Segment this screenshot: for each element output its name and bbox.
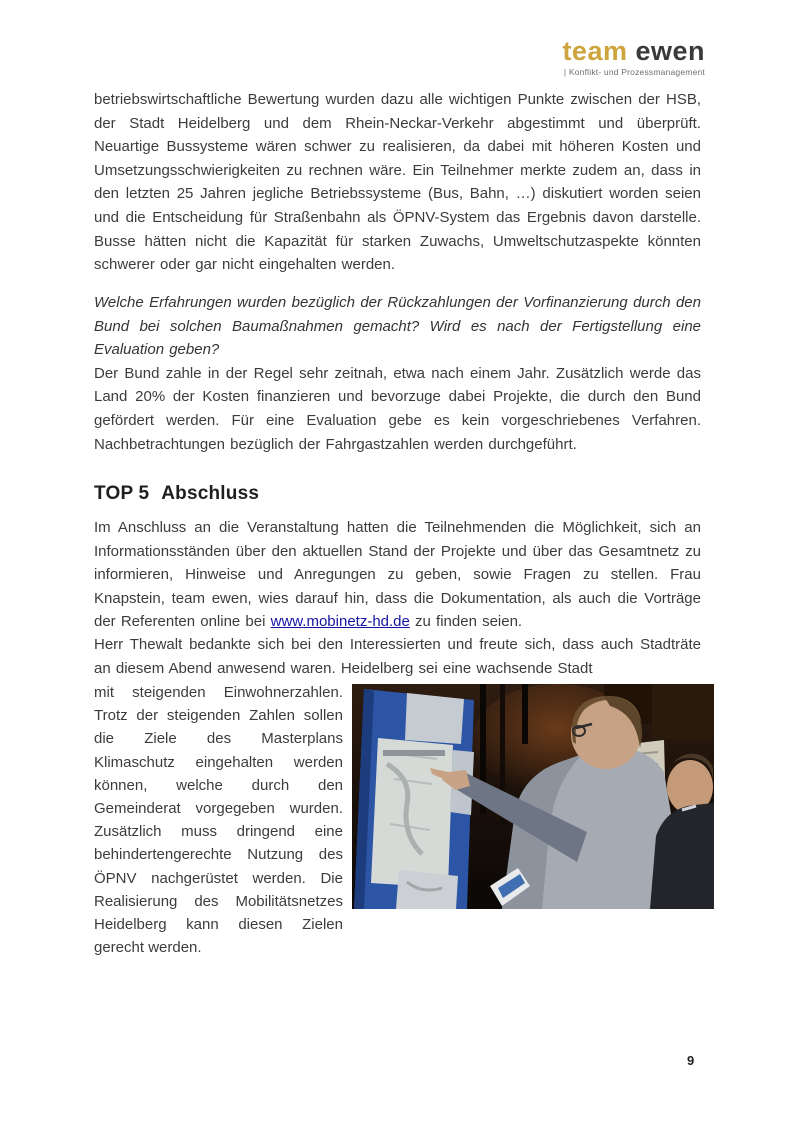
logo-wordmark — [562, 38, 705, 65]
answer-paragraph: Der Bund zahle in der Regel sehr zeitnah, etwa nach einem Jahr. Zusätzlich werde das Land 20% der Kosten finanzieren und bevorzuge dabei Projekte, die durch den Bund gefördert werden. Für eine Evaluation gebe es kein vorgeschriebenes Verfahren. Nachbetrachtungen bezüglich der Fahrgastzahlen werden durchgeführt. — [94, 364, 701, 453]
logo-ewen-label: ewen — [627, 36, 705, 66]
logo-team-label: team — [562, 36, 628, 66]
question-answer-block — [94, 291, 701, 456]
heading-title: Abschluss — [161, 483, 260, 504]
page-number: 9 — [687, 1053, 695, 1068]
logo-subtitle: | Konflikt- und Prozessmanagement — [563, 67, 705, 77]
paragraph-closing-info — [94, 516, 701, 634]
question-paragraph: Welche Erfahrungen wurden bezüglich der Rückzahlungen der Vorfinanzierung durch den Bund bei solchen Baumaßnahmen gemacht? Wird es nach der Fertigstellung eine Evaluation geben? — [94, 294, 701, 359]
section-heading — [94, 483, 259, 505]
paragraph-closing-after-link: zu finden seien. — [409, 613, 523, 631]
heading-top-label: TOP 5 — [94, 483, 150, 504]
paragraph-operational-assessment: betriebswirtschaftliche Bewertung wurden dazu alle wichtigen Punkte zwischen der HSB, der Stadt Heidelberg und dem Rhein-Neckar-Verkehr abgestimmt und überprüft. Neuartige Bussysteme wären schwer zu realisieren, da dabei mit höheren Kosten und Umsetzungsschwierigkeiten zu rechnen wäre. Ein Teilnehmer merkte zudem an, dass in den letzten 25 Jahren jegliche Betriebssysteme (Bus, Bahn, …) diskutiert worden seien und die Entscheidung für Straßenbahn als ÖPNV-System das Ergebnis davon darstelle. Busse hätten nicht die Kapazität für starken Zuwachs, Umweltschutzaspekte könnten schwerer oder gar nicht eingehalten werden. — [94, 91, 701, 274]
paragraph-closing-before-link: Im Anschluss an die Veranstaltung hatten die Teilnehmenden die Möglichkeit, sich an Informationsständen über den aktuellen Stand der Projekte und über das Gesamtnetz zu informieren, Hinweise und Anregungen zu geben, sowie Fragen zu stellen. Frau Knapstein, team ewen, wies darauf hin, dass die Dokumentation, als auch die Vorträge der Referenten online bei — [94, 519, 701, 631]
paragraph-thewalt-full: Herr Thewalt bedankte sich bei den Interessierten und freute sich, dass auch Stadträte an diesem Abend anwesend waren. Heidelberg sei eine wachsende Stadt — [94, 636, 701, 677]
event-photo — [352, 684, 714, 909]
logo — [562, 38, 705, 77]
paragraph-thewalt-wrapped: mit steigenden Einwohnerzahlen. Trotz der steigenden Zahlen sollen die Ziele des Masterplans Klimaschutz eingehalten werden können, welche durch den Gemeinderat vorgegeben wurden. Zusätzlich muss dringend eine behindertengerechte Nutzung des ÖPNV nachgerüstet werden. Die Realisierung des Mobilitätsnetzes Heidelberg kann diesen Zielen gerecht werden. — [94, 684, 343, 957]
photo-pinboard — [354, 689, 474, 909]
event-photo-illustration — [352, 684, 714, 909]
mobinetz-link[interactable]: www.mobinetz-hd.de — [270, 613, 410, 631]
